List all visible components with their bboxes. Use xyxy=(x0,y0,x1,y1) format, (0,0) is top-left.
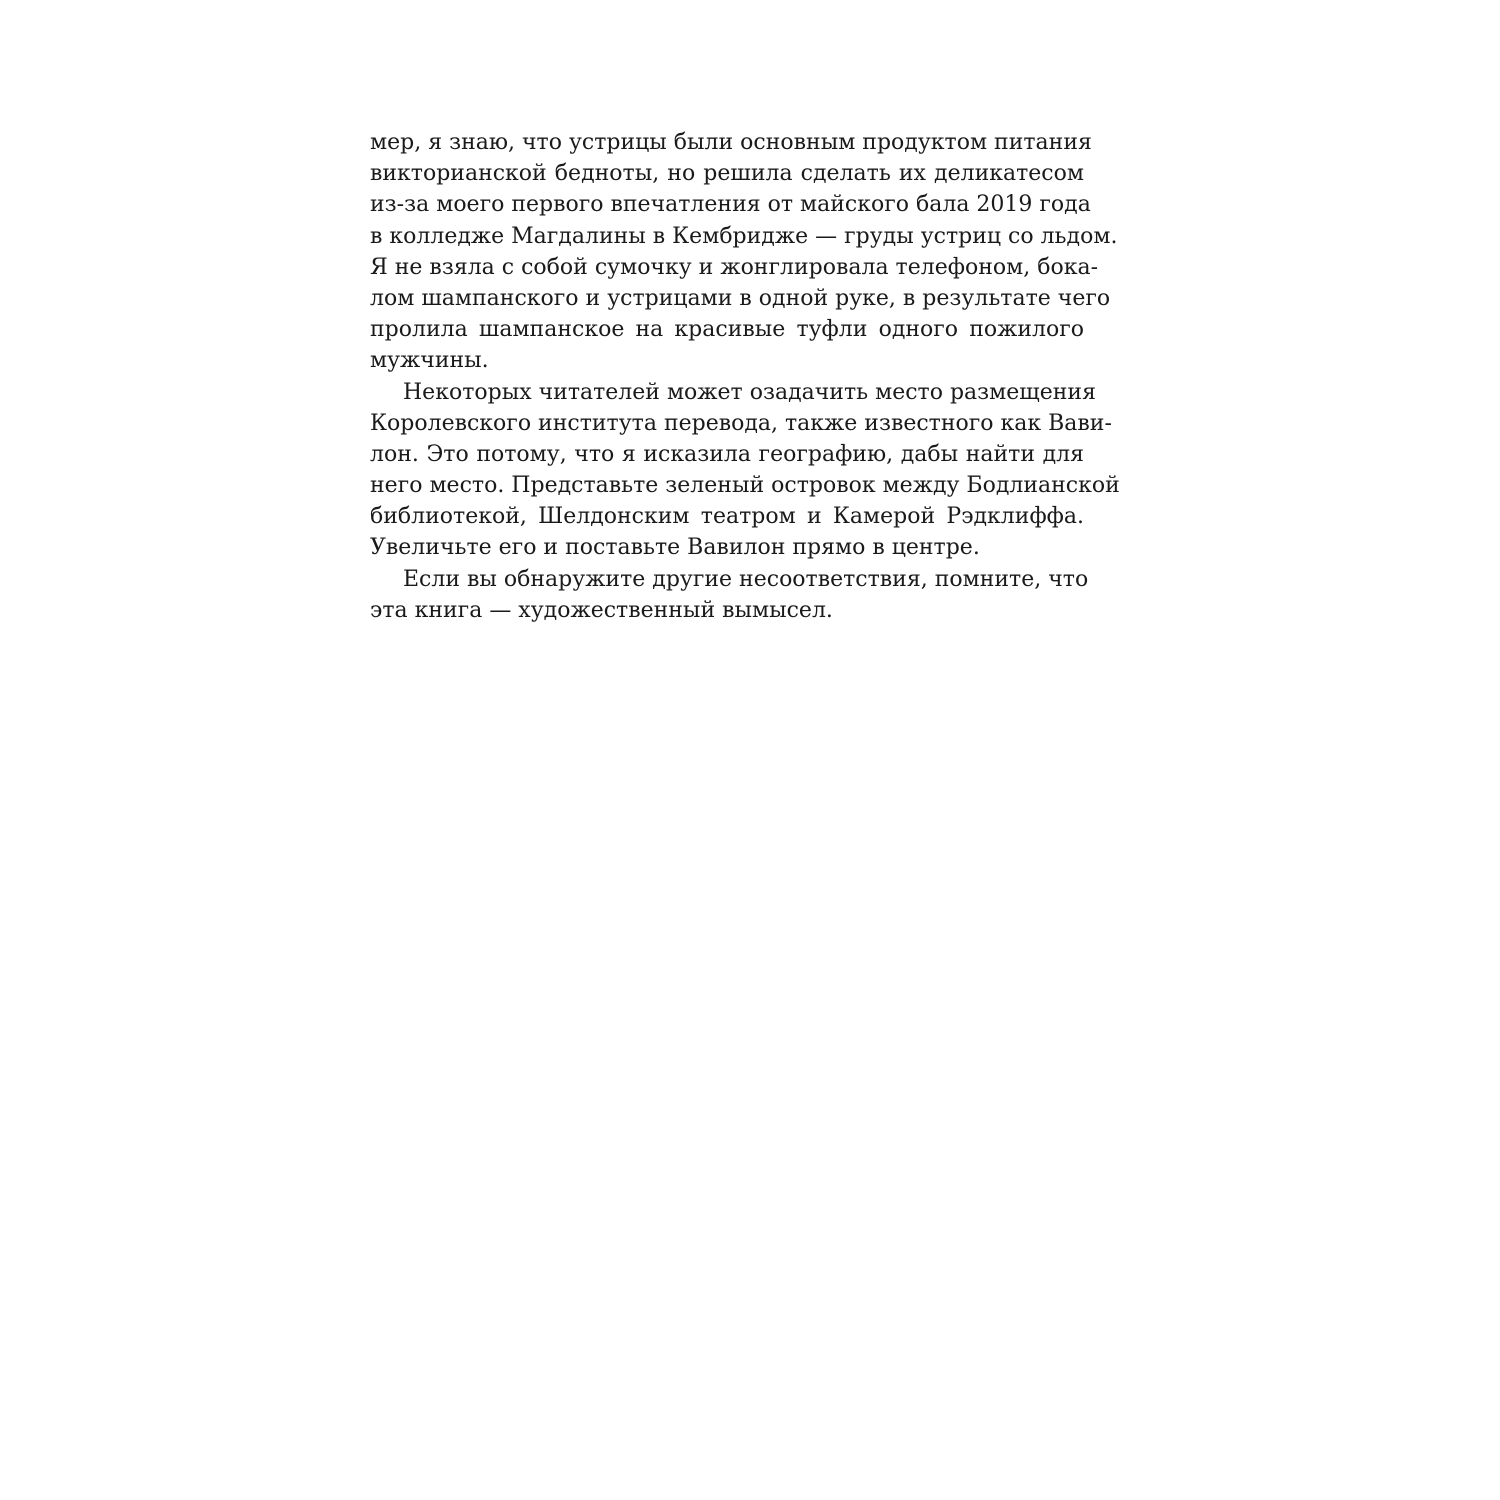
text-line: викторианской бедноты, но решила сделать их деликатесом xyxy=(370,161,1084,187)
text-line: мужчины. xyxy=(370,348,489,374)
text-line: библиотекой, Шелдонским театром и Камерой Рэдклиффа. xyxy=(370,504,1084,530)
text-line: из-за моего первого впечатления от майского бала 2019 года xyxy=(370,192,1091,218)
page-body-text xyxy=(370,127,1120,626)
paragraph-1 xyxy=(370,127,1118,377)
text-line: Королевского института перевода, также известного как Вави- xyxy=(370,410,1112,436)
text-line: Я не взяла с собой сумочку и жонглировала телефоном, бока- xyxy=(370,254,1098,280)
paragraph-2 xyxy=(370,377,1120,564)
text-line: пролила шампанское на красивые туфли одного пожилого xyxy=(370,317,1084,343)
text-line: мер, я знаю, что устрицы были основным продуктом питания xyxy=(370,130,1092,155)
text-line: эта книга — художественный вымысел. xyxy=(370,597,833,623)
paragraph-3 xyxy=(370,564,1089,626)
text-line: Увеличьте его и поставьте Вавилон прямо в центре. xyxy=(370,535,980,561)
text-line: него место. Представьте зеленый островок между Бодлианской xyxy=(370,473,1120,499)
text-line: Если вы обнаружите другие несоответствия, помните, что xyxy=(403,566,1089,592)
text-line: лом шампанского и устрицами в одной руке, в результате чего xyxy=(370,285,1111,311)
text-line: в колледже Магдалины в Кембридже — груды устриц со льдом. xyxy=(370,223,1118,249)
text-line: лон. Это потому, что я исказила географию, дабы найти для xyxy=(370,441,1084,467)
text-line: Некоторых читателей может озадачить место размещения xyxy=(403,379,1096,405)
